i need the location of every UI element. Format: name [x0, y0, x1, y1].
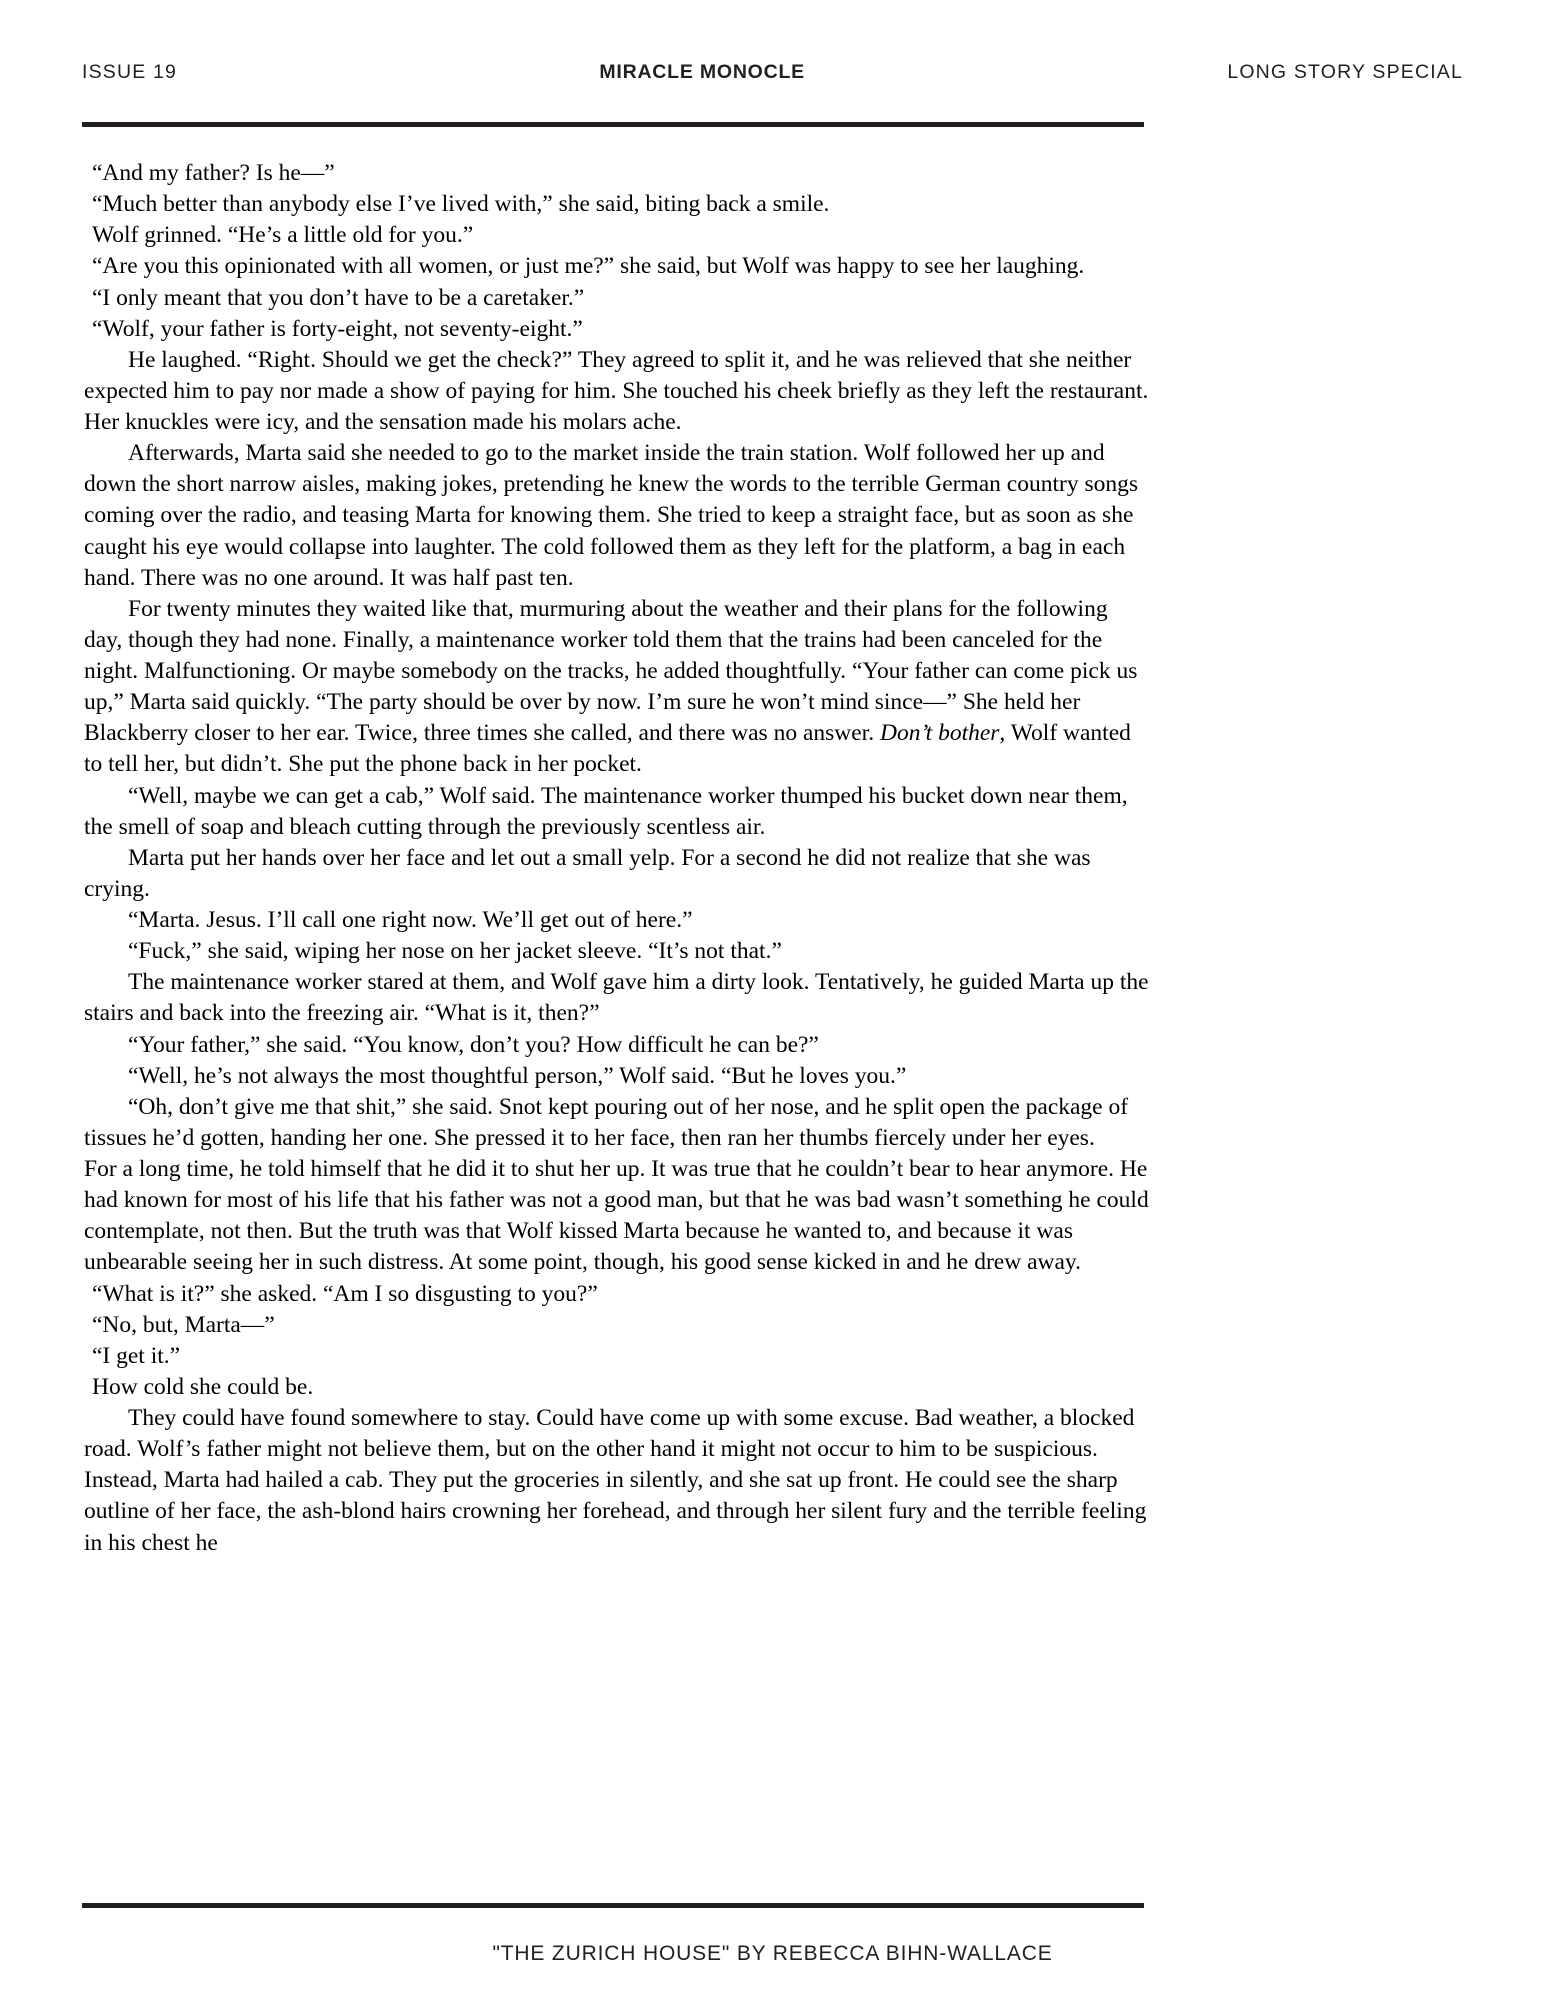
publication-title: MIRACLE MONOCLE: [599, 60, 805, 83]
paragraph: “Much better than anybody else I’ve lived with,” she said, biting back a smile.: [92, 191, 830, 218]
paragraph: “Are you this opinionated with all women, or just me?” she said, but Wolf was happy to see her laughing.: [92, 253, 1085, 280]
paragraph: For a long time, he told himself that he did it to shut her up. It was true that he couldn’t bear to hear anymore. He had known for most of his life that his father was not a good man, but that he was bad wasn’t something he could contemplate, not then. But the truth was that Wolf kissed Marta because he wanted to, and because it was unbearable seeing her in such distress. At some point, though, his good sense kicked in and he drew away.: [84, 1156, 1149, 1276]
paragraph: [84, 594, 1149, 781]
paragraph: How cold she could be.: [92, 1373, 314, 1400]
footer-rule: [82, 1903, 1144, 1908]
paragraph: “Well, maybe we can get a cab,” Wolf said. The maintenance worker thumped his bucket down near them, the smell of soap and bleach cutting through the previously scentless air.: [84, 782, 1128, 840]
emphasis-text: Don’t bother: [879, 720, 1000, 747]
paragraph: “What is it?” she asked. “Am I so disgusting to you?”: [92, 1280, 598, 1307]
paragraph: He laughed. “Right. Should we get the check?” They agreed to split it, and he was relieved that she neither expected him to pay nor made a show of paying for him. She touched his cheek briefly as they left the restaurant. Her knuckles were icy, and the sensation made his molars ache.: [84, 346, 1149, 435]
paragraph: “I only meant that you don’t have to be a caretaker.”: [92, 284, 585, 311]
paragraph-part: , Wolf wanted to tell her, but didn’t. She put the phone back in her pocket.: [84, 720, 1131, 778]
paragraph: Wolf grinned. “He’s a little old for you.”: [92, 222, 474, 249]
paragraph: The maintenance worker stared at them, and Wolf gave him a dirty look. Tentatively, he guided Marta up the stairs and back into the freezing air. “What is it, then?”: [84, 969, 1149, 1027]
running-header: [82, 58, 1463, 86]
story-body: [84, 158, 1149, 1559]
section-label: LONG STORY SPECIAL: [1227, 60, 1463, 83]
paragraph: Afterwards, Marta said she needed to go to the market inside the train station. Wolf followed her up and down the short narrow aisles, making jokes, pretending he knew the words to the terrible German country songs coming over the radio, and teasing Marta for knowing them. She tried to keep a straight face, but as soon as she caught his eye would collapse into laughter. The cold followed them as they left for the platform, a bag in each hand. There was no one around. It was half past ten.: [84, 440, 1138, 591]
paragraph: “And my father? Is he—”: [92, 160, 335, 186]
header-rule: [82, 122, 1144, 127]
paragraph: They could have found somewhere to stay. Could have come up with some excuse. Bad weather, a blocked road. Wolf’s father might not believe them, but on the other hand it might not occur to him to be suspicious. Instead, Marta had hailed a cab. They put the groceries in silently, and she sat up front. He could see the sharp outline of her face, the ash-blond hairs crowning her forehead, and through her silent fury and the terrible feeling in his chest he: [84, 1405, 1147, 1556]
paragraph: “Well, he’s not always the most thoughtful person,” Wolf said. “But he loves you.”: [128, 1062, 907, 1089]
paragraph: “Wolf, your father is forty-eight, not seventy-eight.”: [92, 315, 583, 342]
story-credit: "THE ZURICH HOUSE" BY REBECCA BIHN-WALLACE: [492, 1942, 1053, 1965]
paragraph: “I get it.”: [92, 1342, 181, 1369]
paragraph: “No, but, Marta—”: [92, 1311, 275, 1338]
paragraph: “Marta. Jesus. I’ll call one right now. We’ll get out of here.”: [128, 907, 693, 933]
paragraph: Marta put her hands over her face and let out a small yelp. For a second he did not realize that she was crying.: [84, 844, 1091, 902]
issue-label: ISSUE 19: [82, 60, 177, 83]
paragraph: “Fuck,” she said, wiping her nose on her jacket sleeve. “It’s not that.”: [128, 938, 782, 965]
paragraph: “Oh, don’t give me that shit,” she said. Snot kept pouring out of her nose, and he split open the package of tissues he’d gotten, handing her one. She pressed it to her face, then ran her thumbs fiercely under her eyes.: [84, 1093, 1129, 1151]
paragraph: “Your father,” she said. “You know, don’t you? How difficult he can be?”: [128, 1031, 819, 1058]
paragraph-part: For twenty minutes they waited like that, murmuring about the weather and their plans for the following day, though they had none. Finally, a maintenance worker told them that the trains had been canceled for the night. Malfunctioning. Or maybe somebody on the tracks, he added thoughtfully. “Your father can come pick us up,” Marta said quickly. “The party should be over by now. I’m sure he won’t mind since—” She held her Blackberry closer to her ear. Twice, three times she called, and there was no answer.: [84, 595, 1138, 747]
